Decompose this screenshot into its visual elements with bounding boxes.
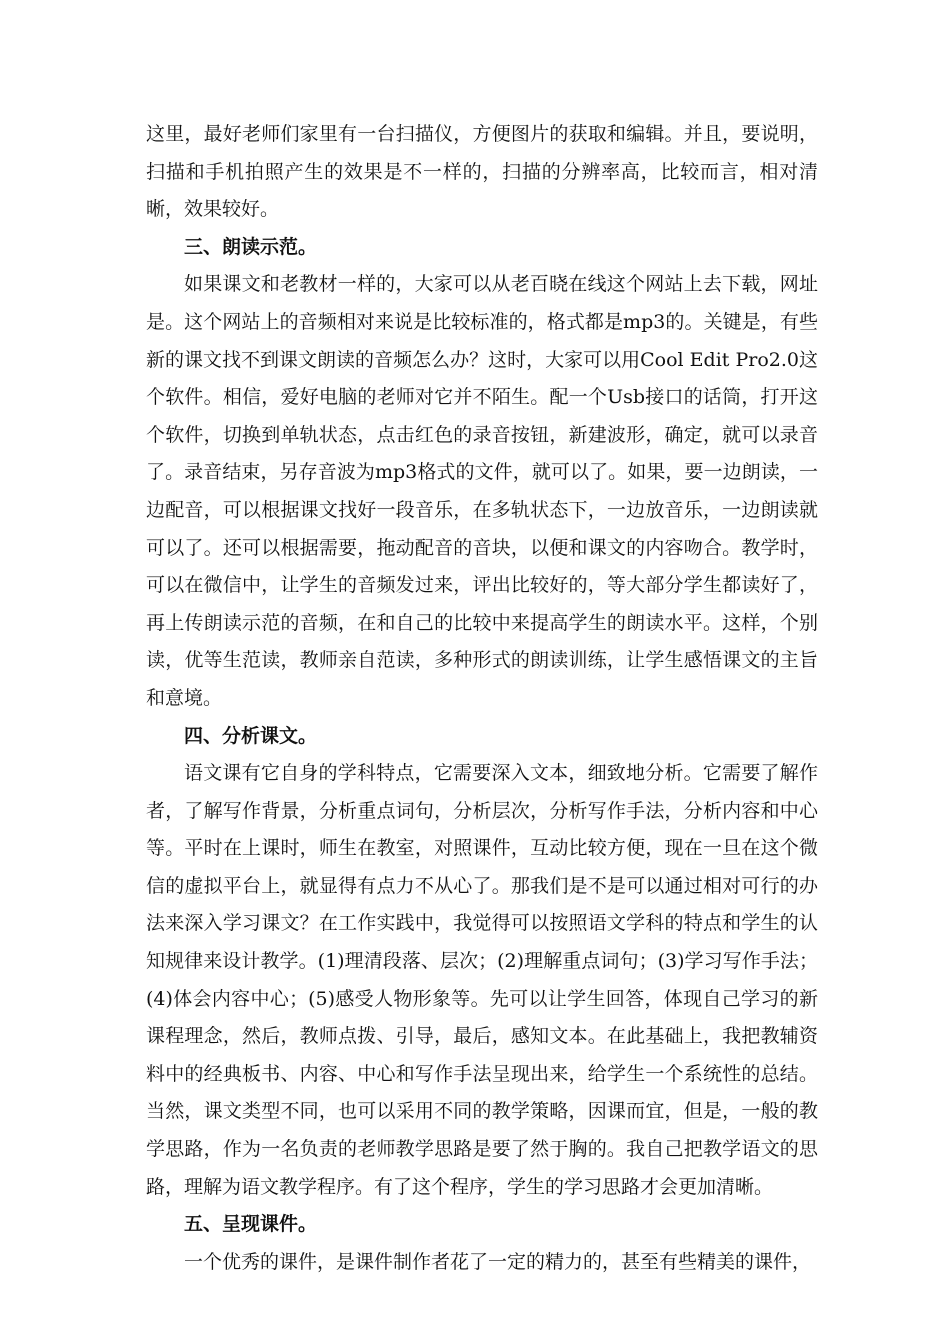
section-heading-reading-demo: 三、朗读示范。 xyxy=(184,235,318,258)
document-body xyxy=(146,116,818,1281)
paragraph-analyze-text: 语文课有它自身的学科特点，它需要深入文本，细致地分析。它需要了解作者，了解写作背景，分析重点词句，分析层次，分析写作手法，分析内容和中心等。平时在上课时，师生在教室，对照课件，互动比较方便，现在一旦在这个微信的虚拟平台上，就显得有点力不从心了。那我们是不是可以通过相对可行的办法来深入学习课文？在工作实践中，我觉得可以按照语文学科的特点和学生的认知规律来设计教学。(1)理清段落、层次；(2)理解重点词句；(3)学习写作手法；(4)体会内容中心；(5)感受人物形象等。先可以让学生回答，体现自己学习的新课程理念，然后，教师点拨、引导，最后，感知文本。在此基础上，我把教辅资料中的经典板书、内容、中心和写作手法呈现出来，给学生一个系统性的总结。当然，课文类型不同，也可以采用不同的教学策略，因课而宜，但是，一般的教学思路，作为一名负责的老师教学思路是要了然于胸的。我自己把教学语文的思路，理解为语文教学程序。有了这个程序，学生的学习思路才会更加清晰。 xyxy=(146,762,818,1198)
section-heading-present-courseware: 五、呈现课件。 xyxy=(184,1213,318,1236)
paragraph-present-courseware: 一个优秀的课件，是课件制作者花了一定的精力的，甚至有些精美的课件， xyxy=(184,1250,812,1273)
paragraph-continuation: 这里，最好老师们家里有一台扫描仪，方便图片的获取和编辑。并且，要说明，扫描和手机拍照产生的效果是不一样的，扫描的分辨率高，比较而言，相对清晰，效果较好。 xyxy=(146,123,818,221)
section-heading-analyze-text: 四、分析课文。 xyxy=(184,724,318,747)
paragraph-reading-demo: 如果课文和老教材一样的，大家可以从老百晓在线这个网站上去下载，网址是。这个网站上的音频相对来说是比较标准的，格式都是mp3的。关键是，有些新的课文找不到课文朗读的音频怎么办？这时，大家可以用Cool Edit Pro2.0这个软件。相信，爱好电脑的老师对它并不陌生。配一个Usb接口的话筒，打开这个软件，切换到单轨状态，点击红色的录音按钮，新建波形，确定，就可以录音了。录音结束，另存音波为mp3格式的文件，就可以了。如果，要一边朗读，一边配音，可以根据课文找好一段音乐，在多轨状态下，一边放音乐，一边朗读就可以了。还可以根据需要，拖动配音的音块，以便和课文的内容吻合。教学时，可以在微信中，让学生的音频发过来，评出比较好的，等大部分学生都读好了，再上传朗读示范的音频，在和自己的比较中来提高学生的朗读水平。这样，个别读，优等生范读，教师亲自范读，多种形式的朗读训练，让学生感悟课文的主旨和意境。 xyxy=(146,273,818,709)
